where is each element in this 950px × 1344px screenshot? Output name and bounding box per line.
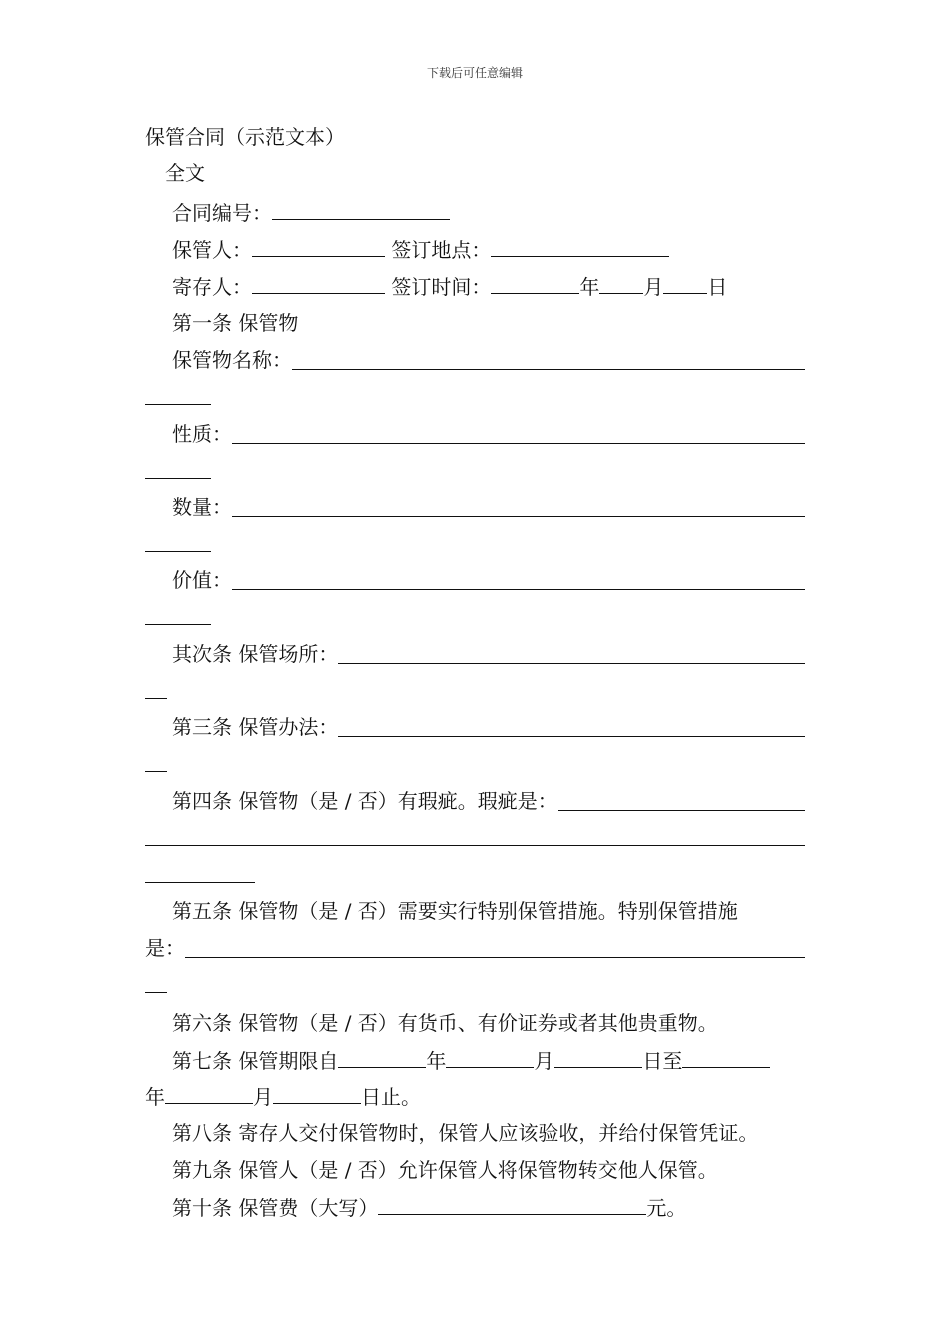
nature-blank[interactable] bbox=[232, 423, 805, 444]
keeper-label: 保管人： bbox=[172, 238, 252, 262]
storage-method-blank-2[interactable] bbox=[145, 751, 167, 772]
quantity-label: 数量： bbox=[172, 495, 232, 519]
value-label: 价值： bbox=[172, 568, 232, 592]
article-7-year-2: 年 bbox=[145, 1085, 165, 1109]
nature-label: 性质： bbox=[172, 422, 232, 446]
depositor-line bbox=[145, 273, 805, 300]
value-line bbox=[145, 567, 805, 593]
article-3-label: 第三条 保管办法： bbox=[172, 715, 339, 739]
defect-blank-3[interactable] bbox=[145, 862, 255, 883]
contract-number-label: 合同编号： bbox=[172, 201, 272, 225]
end-year-blank[interactable] bbox=[682, 1047, 770, 1068]
sign-place-blank[interactable] bbox=[491, 236, 669, 257]
sign-place-label: 签订地点： bbox=[391, 238, 492, 262]
special-measures-blank-2[interactable] bbox=[145, 972, 167, 993]
depositor-label: 寄存人： bbox=[172, 275, 252, 299]
article-7-year: 年 bbox=[426, 1049, 447, 1073]
quantity-blank-cont bbox=[145, 531, 805, 558]
storage-method-blank[interactable] bbox=[338, 716, 805, 737]
defect-blank-2[interactable] bbox=[145, 825, 805, 846]
special-measures-blank[interactable] bbox=[185, 937, 805, 958]
article-7-label: 第七条 保管期限自 bbox=[172, 1049, 339, 1073]
item-name-line bbox=[145, 347, 805, 373]
value-blank-cont bbox=[145, 604, 805, 631]
sign-year-blank[interactable] bbox=[491, 273, 579, 294]
item-name-label: 保管物名称： bbox=[172, 348, 292, 372]
defect-blank-line-2 bbox=[145, 825, 805, 849]
sign-month-blank[interactable] bbox=[599, 273, 643, 294]
article-7-month: 月 bbox=[534, 1049, 555, 1073]
keeper-line bbox=[145, 236, 805, 263]
article-7-month-2: 月 bbox=[253, 1085, 273, 1109]
sign-day-blank[interactable] bbox=[663, 273, 707, 294]
start-year-blank[interactable] bbox=[338, 1047, 426, 1068]
article-1-heading: 第一条 保管物 bbox=[172, 311, 299, 335]
month-label: 月 bbox=[643, 275, 664, 299]
article-4-label: 第四条 保管物（是 / 否）有瑕疵。瑕疵是： bbox=[172, 789, 558, 813]
quantity-blank-2[interactable] bbox=[145, 531, 211, 552]
article-3-blank-cont bbox=[145, 751, 805, 778]
start-day-blank[interactable] bbox=[554, 1047, 642, 1068]
article-2-line bbox=[145, 641, 805, 667]
sign-time-label: 签订时间： bbox=[391, 275, 492, 299]
defect-blank-line-3 bbox=[145, 862, 805, 889]
contract-number-blank[interactable] bbox=[272, 199, 450, 220]
quantity-line bbox=[145, 494, 805, 520]
article-5-blank-cont bbox=[145, 972, 805, 999]
article-5-line-1: 第五条 保管物（是 / 否）需要实行特别保管措施。特别保管措施 bbox=[172, 899, 738, 923]
item-name-blank-2[interactable] bbox=[145, 384, 211, 405]
article-7-line-1 bbox=[145, 1047, 805, 1074]
keeper-blank[interactable] bbox=[252, 236, 385, 257]
end-month-blank[interactable] bbox=[165, 1083, 253, 1104]
fulltext-label: 全文 bbox=[165, 161, 205, 185]
depositor-blank[interactable] bbox=[252, 273, 385, 294]
article-9: 第九条 保管人（是 / 否）允许保管人将保管物转交他人保管。 bbox=[172, 1158, 718, 1182]
day-label: 日 bbox=[707, 275, 728, 299]
defect-blank[interactable] bbox=[558, 790, 805, 811]
article-5-line-2 bbox=[145, 935, 805, 961]
article-4-line bbox=[145, 788, 805, 814]
nature-blank-2[interactable] bbox=[145, 458, 211, 479]
article-5-label-2: 是： bbox=[145, 936, 185, 960]
article-3-line bbox=[145, 714, 805, 740]
article-10-label: 第十条 保管费（大写） bbox=[172, 1196, 379, 1220]
fee-blank[interactable] bbox=[378, 1194, 646, 1215]
end-day-blank[interactable] bbox=[273, 1083, 361, 1104]
doc-title: 保管合同（示范文本） bbox=[145, 125, 345, 149]
quantity-blank[interactable] bbox=[232, 496, 805, 517]
article-2-label: 其次条 保管场所： bbox=[172, 642, 339, 666]
year-label: 年 bbox=[579, 275, 600, 299]
yuan-label: 元。 bbox=[646, 1196, 687, 1220]
nature-blank-cont bbox=[145, 458, 805, 485]
storage-place-blank[interactable] bbox=[338, 643, 805, 664]
article-2-blank-cont bbox=[145, 678, 805, 705]
page-header-note: 下载后可任意编辑 bbox=[426, 66, 523, 80]
article-10-line bbox=[145, 1194, 805, 1221]
item-name-blank-cont bbox=[145, 384, 805, 411]
value-blank-2[interactable] bbox=[145, 604, 211, 625]
storage-place-blank-2[interactable] bbox=[145, 678, 167, 699]
article-6: 第六条 保管物（是 / 否）有货币、有价证券或者其他贵重物。 bbox=[172, 1011, 718, 1035]
article-8: 第八条 寄存人交付保管物时，保管人应该验收，并给付保管凭证。 bbox=[172, 1121, 759, 1145]
nature-line bbox=[145, 421, 805, 447]
value-blank[interactable] bbox=[232, 569, 805, 590]
article-7-line-2 bbox=[145, 1083, 805, 1110]
start-month-blank[interactable] bbox=[446, 1047, 534, 1068]
item-name-blank[interactable] bbox=[292, 349, 805, 370]
article-7-end: 日止。 bbox=[361, 1085, 421, 1109]
contract-number-line bbox=[145, 199, 805, 226]
article-7-dayto: 日至 bbox=[642, 1049, 683, 1073]
